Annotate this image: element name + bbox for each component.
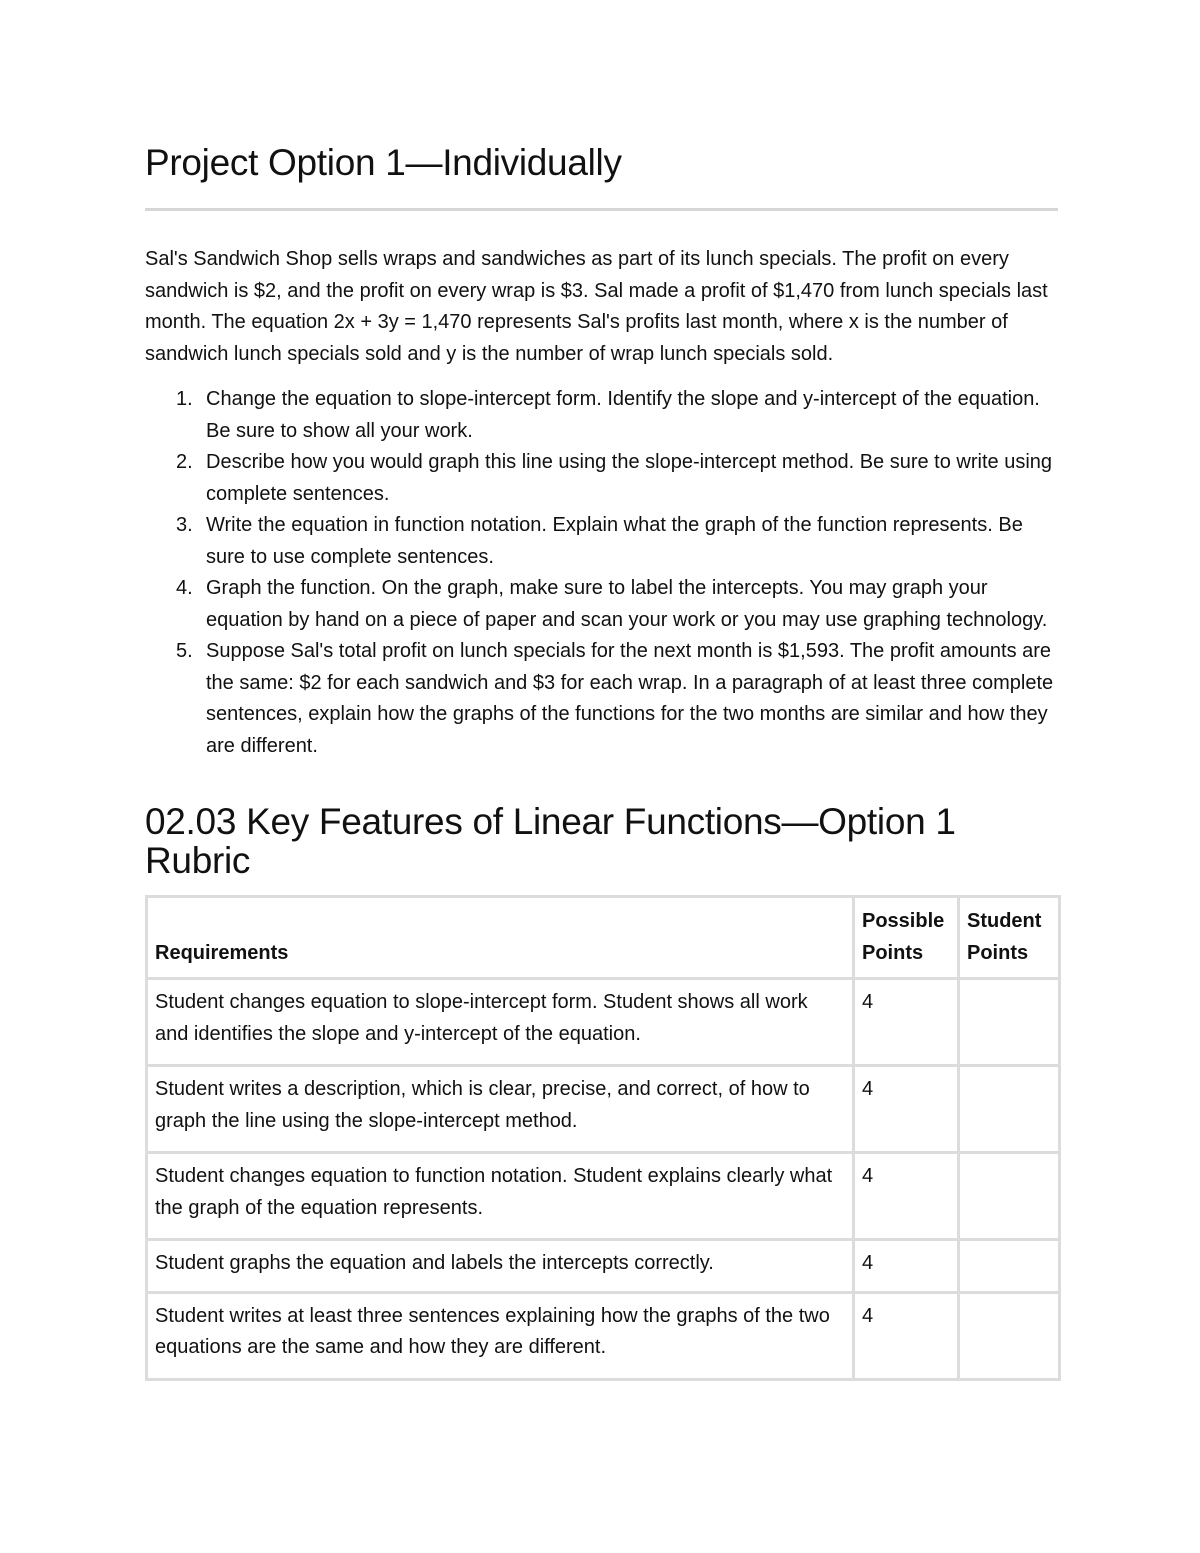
list-item	[145, 447, 1058, 510]
table-row	[147, 1066, 1060, 1153]
list-item-text: Write the equation in function notation. Explain what the graph of the function represents. Be sure to use complete sentences.	[206, 514, 1023, 568]
student-points-cell[interactable]	[959, 1066, 1060, 1153]
possible-points-cell: 4	[854, 1153, 959, 1240]
list-item-number: 3.	[176, 514, 193, 536]
list-item-number: 5.	[176, 640, 193, 662]
task-list	[145, 384, 1058, 762]
possible-points-cell: 4	[854, 1292, 959, 1379]
student-points-cell[interactable]	[959, 979, 1060, 1066]
intro-paragraph: Sal's Sandwich Shop sells wraps and sandwiches as part of its lunch specials. The profit on every sandwich is $2, and the profit on every wrap is $3. Sal made a profit of $1,470 from lunch specials last month. The equation 2x + 3y = 1,470 represents Sal's profits last month, where x is the number of sandwich lunch specials sold and y is the number of wrap lunch specials sold.	[145, 248, 1048, 365]
rubric-table	[145, 895, 1061, 1381]
requirement-cell: Student graphs the equation and labels the intercepts correctly.	[147, 1240, 854, 1293]
header-student-points: Student Points	[959, 897, 1060, 979]
possible-points-cell: 4	[854, 1240, 959, 1293]
title-divider	[145, 208, 1058, 211]
page-title: Project Option 1—Individually	[145, 142, 622, 183]
list-item	[145, 573, 1058, 636]
header-possible-points: Possible Points	[854, 897, 959, 979]
possible-points-cell: 4	[854, 979, 959, 1066]
rubric-title: 02.03 Key Features of Linear Functions—Option 1 Rubric	[145, 801, 956, 881]
list-item	[145, 510, 1058, 573]
list-item-number: 2.	[176, 451, 193, 473]
student-points-cell[interactable]	[959, 1153, 1060, 1240]
requirement-cell: Student changes equation to function notation. Student explains clearly what the graph of the equation represents.	[147, 1153, 854, 1240]
requirement-cell: Student writes a description, which is clear, precise, and correct, of how to graph the line using the slope-intercept method.	[147, 1066, 854, 1153]
list-item	[145, 636, 1058, 762]
header-requirements: Requirements	[147, 897, 854, 979]
list-item-number: 4.	[176, 577, 193, 599]
student-points-cell[interactable]	[959, 1292, 1060, 1379]
table-header-row	[147, 897, 1060, 979]
list-item-text: Suppose Sal's total profit on lunch specials for the next month is $1,593. The profit amounts are the same: $2 for each sandwich and $3 for each wrap. In a paragraph of at least three complete sentences, explain how the graphs of the functions for the two months are similar and how they are different.	[206, 640, 1054, 757]
table-row	[147, 1153, 1060, 1240]
table-row	[147, 979, 1060, 1066]
list-item	[145, 384, 1058, 447]
list-item-number: 1.	[176, 388, 193, 410]
list-item-text: Change the equation to slope-intercept form. Identify the slope and y-intercept of the equation. Be sure to show all your work.	[206, 388, 1040, 442]
table-row	[147, 1292, 1060, 1379]
table-row	[147, 1240, 1060, 1293]
possible-points-cell: 4	[854, 1066, 959, 1153]
requirement-cell: Student writes at least three sentences explaining how the graphs of the two equations are the same and how they are different.	[147, 1292, 854, 1379]
list-item-text: Describe how you would graph this line using the slope-intercept method. Be sure to write using complete sentences.	[206, 451, 1053, 505]
list-item-text: Graph the function. On the graph, make sure to label the intercepts. You may graph your equation by hand on a piece of paper and scan your work or you may use graphing technology.	[206, 577, 1048, 631]
student-points-cell[interactable]	[959, 1240, 1060, 1293]
document-page	[145, 140, 1058, 1381]
requirement-cell: Student changes equation to slope-intercept form. Student shows all work and identifies the slope and y-intercept of the equation.	[147, 979, 854, 1066]
